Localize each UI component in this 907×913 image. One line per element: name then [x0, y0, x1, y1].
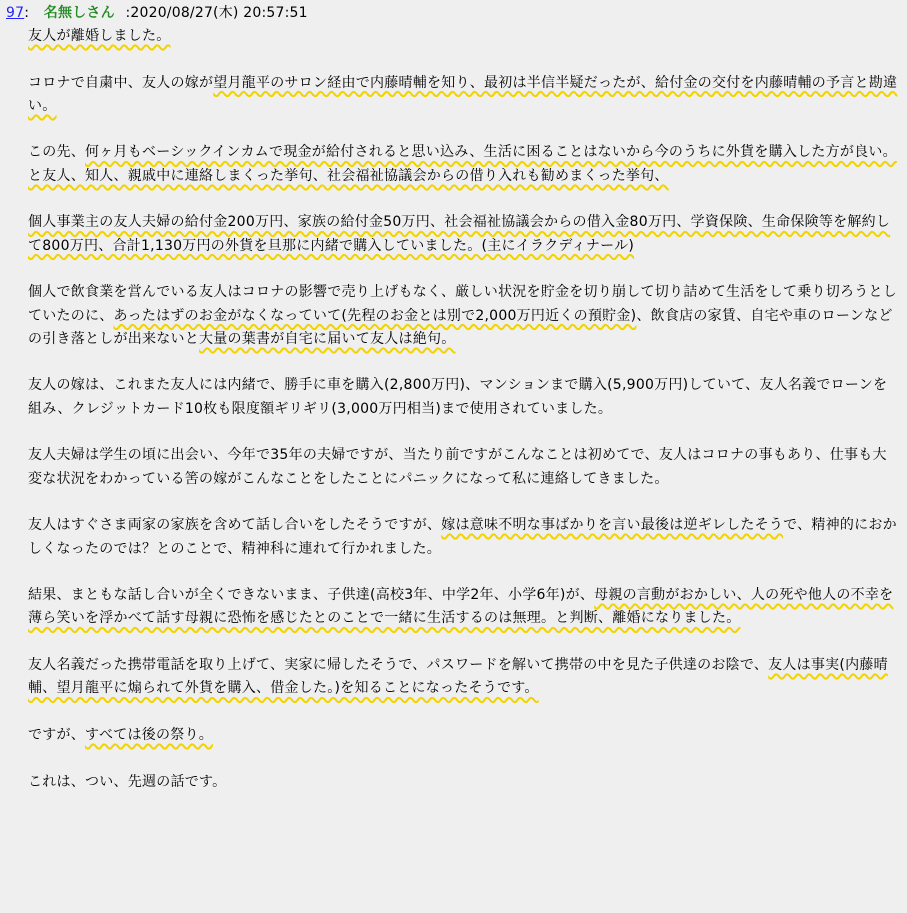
body-text: 友人名義だった携帯電話を取り上げて、実家に帰したそうで、パスワードを解いて携帯の中を見た子供達のお陰で、: [28, 657, 769, 674]
highlighted-text: 友人は事実(内藤晴輔、望月龍平に煽られて外貨を購入、借金した。)を知ることになったそうです。: [28, 657, 888, 697]
body-text: 結果、まともな話し合いが全くできないまま、子供達(高校3年、中学2年、小学6年)が、: [28, 587, 595, 604]
body-text: 友人の嫁は、これまた友人には内緒で、勝手に車を購入(2,800万円)、マンションまで購入(5,900万円)していて、友人名義でローンを組み、クレジットカード10枚も限度額ギリギリ(3,000万円相当)まで使用されていました。: [28, 377, 888, 417]
highlighted-text: あったはずのお金がなくなっていて(先程のお金とは別で2,000万円近くの預貯金): [113, 307, 637, 324]
body-text: これは、つい、先週の話です。: [28, 773, 227, 790]
body-text: 友人はすぐさま両家の家族を含めて話し合いをしたそうですが、: [28, 517, 442, 534]
post-paragraph: [28, 281, 898, 351]
highlighted-text: 友人が離婚しました。: [28, 28, 171, 44]
post-date: :2020/08/27(木) 20:57:51: [125, 5, 308, 21]
highlighted-text: 何ヶ月もベーシックインカムで現金が給付されると思い込み、生活に困ることはないから今のうちに外貨を購入した方が良い。と友人、知人、親戚中に連絡しまくった挙句、社会福祉協議会からの借り入れも勧めまくった挙句、: [28, 144, 897, 184]
post-paragraph: [28, 654, 898, 701]
highlighted-text: 大量の葉書が自宅に届いて友人は絶句。: [199, 330, 456, 347]
body-text: ですが、: [28, 726, 85, 743]
highlighted-text: 嫁は意味不明な事ばかりを言い最後は逆ギレしたそう: [441, 517, 784, 534]
post-paragraph: [28, 584, 898, 631]
poster-name: 名無しさん: [43, 5, 115, 21]
post-paragraph: [28, 724, 898, 747]
post-paragraph: [28, 514, 898, 561]
highlighted-text: すべては後の祭り。: [85, 726, 213, 743]
post-paragraph: [28, 374, 898, 421]
post-header: [6, 3, 907, 25]
body-text: この先、: [28, 144, 85, 161]
post-body: [28, 25, 898, 794]
post-separator: :: [24, 5, 30, 21]
body-text: で、精神的におかしくなったのでは？とのことで、精神科に連れて行かれました。: [28, 517, 897, 557]
body-text: 、飲食店の家賃、自宅や車のローンなどの引き落としが出来ないと: [28, 307, 893, 347]
post-paragraph: [28, 72, 898, 119]
post-paragraph: [28, 444, 898, 491]
post-paragraph: [28, 25, 898, 48]
highlighted-text: 母親の言動がおかしい、人の死や他人の不幸を薄ら笑いを浮かべて話す母親に恐怖を感じたとのことで一緒に生活するのは無理。と判断、離婚になりました。: [28, 587, 894, 627]
body-text: 個人で飲食業を営んでいる友人はコロナの影響で売り上げもなく、厳しい状況を貯金を切り崩して切り詰めて生活をして乗り切ろうとしていたのに、: [28, 284, 897, 324]
post-paragraph: [28, 771, 898, 794]
post-paragraph: [28, 141, 898, 188]
highlighted-text: 個人事業主の友人夫婦の給付金200万円、家族の給付金50万円、社会福祉協議会からの借入金80万円、学資保険、生命保険等を解約して800万円、合計1,130万円の外貨を旦那に内緒で購入していました。(主にイラクディナール): [28, 214, 891, 254]
body-text: 友人夫婦は学生の頃に出会い、今年で35年の夫婦ですが、当たり前ですがこんなことは初めてで、友人はコロナの事もあり、仕事も大変な状況をわかっている筈の嫁がこんなことをしたことにパニックになって私に連絡してきました。: [28, 447, 887, 487]
post-number-link[interactable]: 97: [6, 5, 25, 21]
post-paragraph: [28, 211, 898, 258]
highlighted-text: 望月龍平のサロン経由で内藤晴輔を知り、最初は半信半疑だったが、給付金の交付を内藤晴輔の予言と勘違い。: [28, 74, 898, 114]
body-text: コロナで自粛中、友人の嫁が: [28, 74, 214, 91]
